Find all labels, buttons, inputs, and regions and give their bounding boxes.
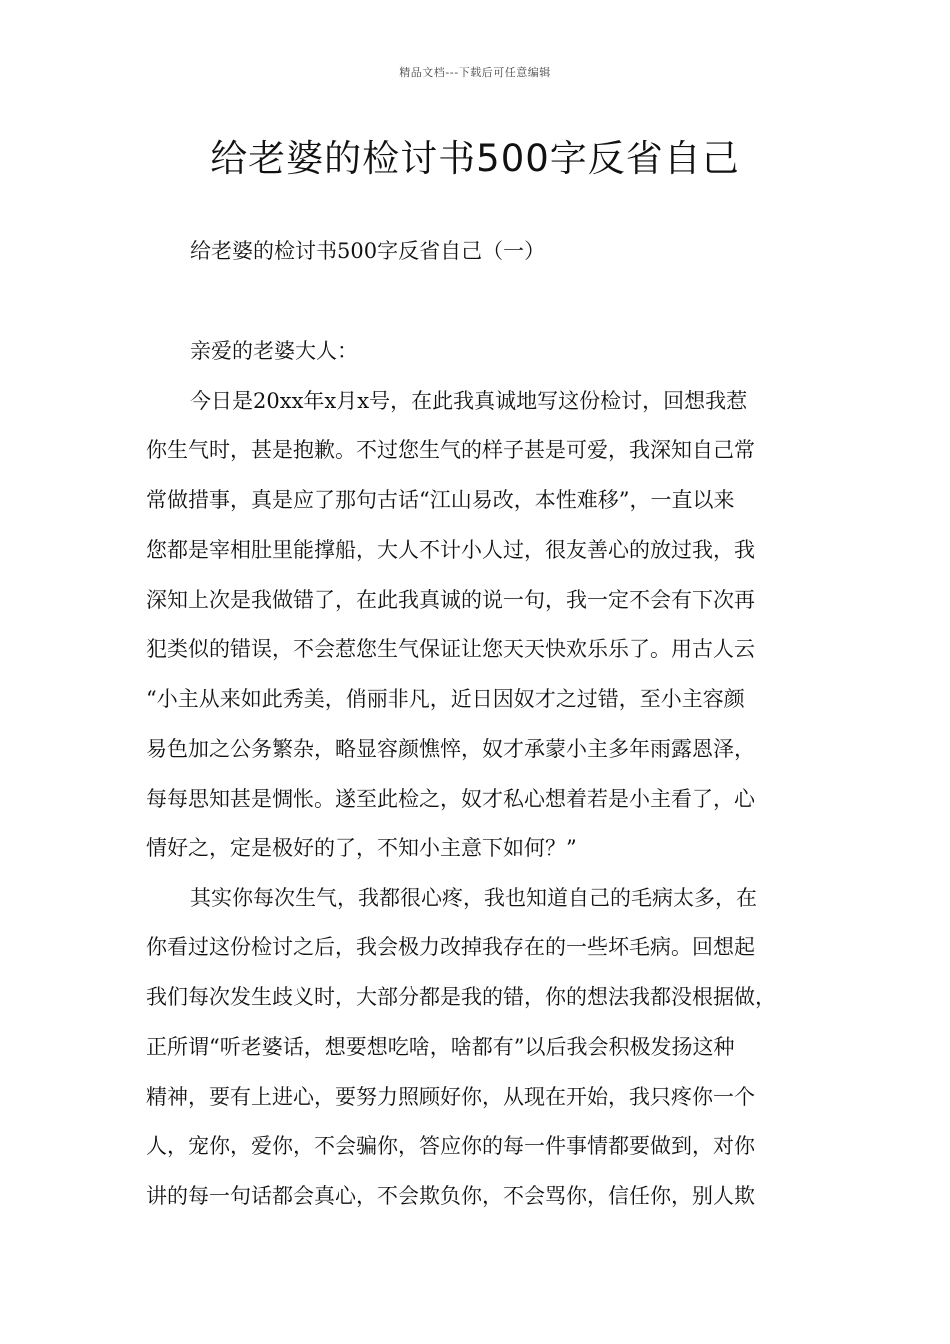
paragraph-line: 常做措事，真是应了那句古话“江山易改，本性难移”，一直以来 [146,488,735,512]
paragraph-line: 情好之，定是极好的了，不知小主意下如何？” [146,836,577,860]
paragraph-line: 我们每次发生歧义时，大部分都是我的错，你的想法我都没根据做， [146,985,776,1009]
paragraph-line: 正所谓“听老婆话，想要想吃啥，啥都有”以后我会积极发扬这种 [146,1035,735,1059]
paragraph-line: 深知上次是我做错了，在此我真诚的说一句，我一定不会有下次再 [146,588,755,612]
paragraph-line: 您都是宰相肚里能撑船，大人不计小人过，很友善心的放过我，我 [146,538,755,562]
paragraph-line: 讲的每一句话都会真心，不会欺负你，不会骂你，信任你，别人欺 [146,1184,755,1208]
paragraph-line: 人，宠你，爱你，不会骗你，答应你的每一件事情都要做到，对你 [146,1134,755,1158]
paragraph-line: “小主从来如此秀美，俏丽非凡，近日因奴才之过错，至小主容颜 [146,687,745,711]
paragraph-line: 犯类似的错误，不会惹您生气保证让您天天快欢乐乐了。用古人云 [146,637,755,661]
paragraph-line: 易色加之公务繁杂，略显容颜憔悴，奴才承蒙小主多年雨露恩泽， [146,737,755,761]
paragraph-line: 今日是20xx年x月x号，在此我真诚地写这份检讨，回想我惹 [190,389,748,413]
greeting-line: 亲爱的老婆大人： [190,339,358,363]
paragraph-line: 每每思知甚是惆怅。遂至此检之，奴才私心想着若是小主看了，心 [146,787,755,811]
section-heading: 给老婆的检讨书500字反省自己（一） [190,239,546,263]
header-note: 精品文档---下载后可任意编辑 [399,66,551,79]
paragraph-line: 精神，要有上进心，要努力照顾好你，从现在开始，我只疼你一个 [146,1085,755,1109]
paragraph-line: 你看过这份检讨之后，我会极力改掉我存在的一些坏毛病。回想起 [146,935,755,959]
paragraph-line: 其实你每次生气，我都很心疼，我也知道自己的毛病太多，在 [190,886,757,910]
paragraph-line: 你生气时，甚是抱歉。不过您生气的样子甚是可爱，我深知自己常 [146,438,755,462]
document-title: 给老婆的检讨书500字反省自己 [210,137,740,180]
